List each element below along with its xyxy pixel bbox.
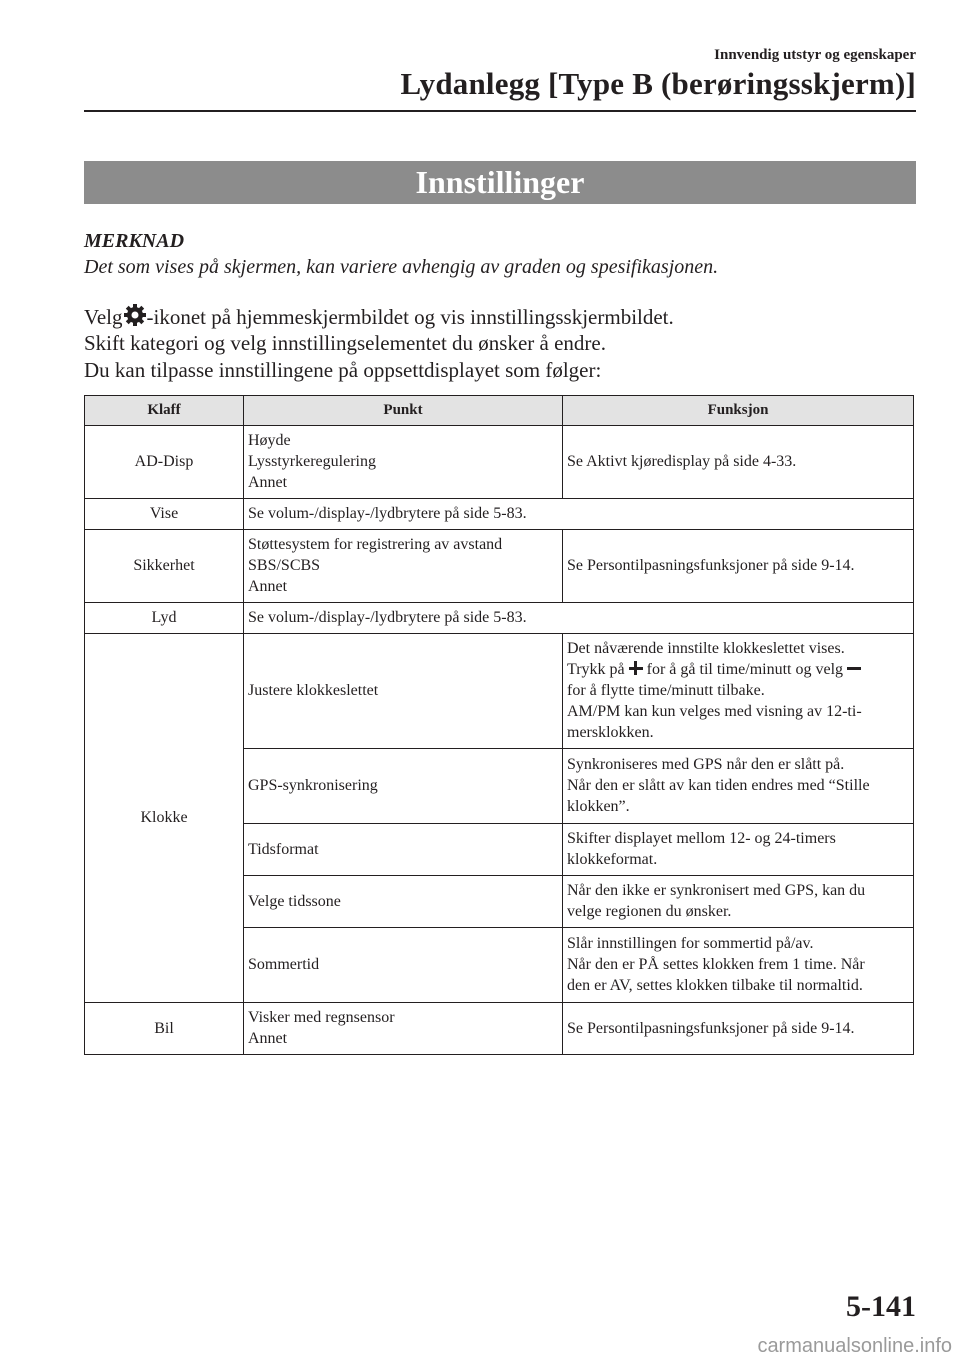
punkt-line: Annet [248,578,288,595]
cell-punkt: GPS-synkronisering [244,749,563,824]
funksjon-line: velge regionen du ønsker. [567,903,732,920]
cell-funksjon [563,876,914,928]
cell-punkt [244,426,563,499]
intro-after-icon: -ikonet på hjemmeskjermbildet og vis innstillingsskjermbildet. [146,305,674,329]
punkt-line: Lysstyrkeregulering [248,453,376,470]
cell-klaff: Vise [85,499,244,530]
funksjon-line: den er AV, settes klokken tilbake til normaltid. [567,977,863,994]
table-row [85,1003,914,1055]
chapter-title: Innvendig utstyr og egenskaper [714,47,916,63]
cell-punkt: Sommertid [244,928,563,1003]
settings-table [84,395,914,1055]
cell-funksjon [563,824,914,876]
note-label: MERKNAD [84,230,185,252]
table-row [85,603,914,634]
punkt-line: Annet [248,474,288,491]
col-funksjon: Funksjon [563,396,914,426]
cell-funksjon: Se Persontilpasningsfunksjoner på side 9-14. [563,530,914,603]
punkt-line: SBS/SCBS [248,557,321,574]
funksjon-line: Det nåværende innstilte klokkeslettet vises. [567,640,845,657]
table-header-row [85,396,914,426]
punkt-line: Visker med regnsensor [248,1009,395,1026]
gear-icon [123,303,147,327]
cell-punkt: Tidsformat [244,824,563,876]
funksjon-line: Slår innstillingen for sommertid på/av. [567,935,814,952]
table-row [85,530,914,603]
punkt-line: Støttesystem for registrering av avstand [248,536,503,553]
section-heading: Innstillinger [84,161,916,204]
funksjon-line: AM/PM kan kun velges med visning av 12-ti- [567,703,862,720]
funksjon-line: klokkeformat. [567,851,658,868]
punkt-line: Annet [248,1030,288,1047]
cell-funksjon [563,749,914,824]
col-punkt: Punkt [244,396,563,426]
watermark: carmanualsonline.info [757,1335,952,1357]
header-divider [84,110,916,112]
cell-klaff: Klokke [85,634,244,1003]
intro-line-3: Du kan tilpasse innstillingene på oppsettdisplayet som følger: [84,358,602,382]
minus-icon [847,661,861,675]
funksjon-text: Trykk på [567,661,625,678]
note-text: Det som vises på skjermen, kan variere avhengig av graden og spesifikasjonen. [84,256,719,278]
cell-klaff: Bil [85,1003,244,1055]
funksjon-line: for å flytte time/minutt tilbake. [567,682,765,699]
page-title: Lydanlegg [Type B (berøringsskjerm)] [400,66,916,101]
funksjon-line: Når den er PÅ settes klokken frem 1 time. Når [567,956,865,973]
funksjon-line: Når den ikke er synkronisert med GPS, kan du [567,882,866,899]
cell-merged: Se volum-/display-/lydbrytere på side 5-83. [244,499,914,530]
funksjon-line: Skifter displayet mellom 12- og 24-timers [567,830,836,847]
table-row [85,634,914,749]
cell-klaff: Lyd [85,603,244,634]
page-number: 5-141 [846,1290,916,1323]
intro-line-1 [84,303,674,330]
cell-punkt: Velge tidssone [244,876,563,928]
funksjon-line: Når den er slått av kan tiden endres med “Stille [567,777,870,794]
col-klaff: Klaff [85,396,244,426]
cell-klaff: AD-Disp [85,426,244,499]
cell-funksjon [563,634,914,749]
funksjon-line: Synkroniseres med GPS når den er slått på. [567,756,845,773]
cell-funksjon: Se Aktivt kjøredisplay på side 4-33. [563,426,914,499]
table-row [85,499,914,530]
intro-line-2: Skift kategori og velg innstillingselementet du ønsker å endre. [84,331,606,355]
cell-punkt [244,1003,563,1055]
funksjon-line: mersklokken. [567,724,654,741]
cell-funksjon: Se Persontilpasningsfunksjoner på side 9-14. [563,1003,914,1055]
funksjon-text: for å gå til time/minutt og velg [646,661,844,678]
cell-merged: Se volum-/display-/lydbrytere på side 5-83. [244,603,914,634]
cell-klaff: Sikkerhet [85,530,244,603]
plus-icon [629,661,643,675]
cell-punkt [244,530,563,603]
funksjon-line: klokken”. [567,798,630,815]
cell-punkt: Justere klokkeslettet [244,634,563,749]
funksjon-line [567,659,909,680]
cell-funksjon [563,928,914,1003]
punkt-line: Høyde [248,432,291,449]
table-row [85,426,914,499]
intro-velg: Velg [84,305,123,329]
